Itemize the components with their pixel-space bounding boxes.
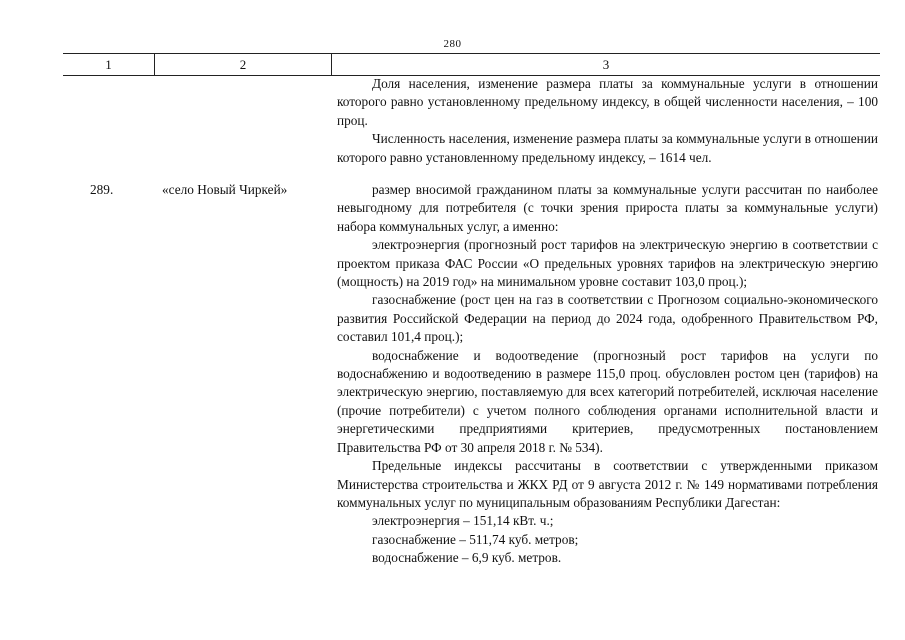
- table-header-col-1: 1: [105, 56, 112, 72]
- page-number: 280: [443, 38, 462, 50]
- gas-paragraph: газоснабжение (рост цен на газ в соответствии с Прогнозом социально-экономического развития Российской Федерации на период до 2024 года, одобренного Правительством РФ, составил 101,4 проц.);: [337, 292, 878, 345]
- norm-water-line: водоснабжение – 6,9 куб. метров.: [372, 550, 562, 566]
- electricity-paragraph: электроэнергия (прогнозный рост тарифов на электрическую энергию в соответствии с проектом приказа ФАС России «О предельных уровнях тарифов на электрическую энергию (мощность) на 2019 год» на минимальном уровне составит 103,0 проц.);: [337, 237, 878, 290]
- norm-gas-line: газоснабжение – 511,74 куб. метров;: [372, 531, 579, 547]
- entry-number: 289.: [90, 182, 114, 197]
- entry-settlement-name: «село Новый Чиркей»: [162, 182, 288, 197]
- table-header-row: [63, 53, 880, 76]
- continuation-text: [337, 75, 878, 167]
- water-paragraph: водоснабжение и водоотведение (прогнозный рост тарифов на услуги по водоснабжению и водоотведению в размере 115,0 проц. обусловлен ростом цен (тарифов) на электрическую энергию, поставляемую для всех категорий потребителей, исключая население (прочие потребители) с учетом полного соблюдения органами исполнительной власти и энергетическими предприятиями критериев, предусмотренных постановлением Правительства РФ от 30 апреля 2018 г. № 534).: [337, 347, 878, 455]
- norm-electricity-line: электроэнергия – 151,14 кВт. ч.;: [372, 513, 554, 529]
- table-header-col-2: 2: [154, 54, 331, 75]
- norms-intro-paragraph: Предельные индексы рассчитаны в соответствии с утвержденными приказом Министерства строительства и ЖКХ РД от 9 августа 2012 г. № 149 нормативами потребления коммунальных услуг по муниципальным образованиям Республики Дагестан:: [337, 458, 878, 510]
- entry-description: [337, 181, 878, 568]
- population-share-paragraph: Доля населения, изменение размера платы за коммунальные услуги в отношении которого равно установленному предельному индексу, в общей численности населения, – 100 проц.: [337, 76, 878, 128]
- intro-paragraph: размер вносимой гражданином платы за коммунальные услуги рассчитан по наиболее невыгодному для потребителя (с точки зрения прироста платы за коммунальные услуги) набора коммунальных услуг, а именно:: [337, 182, 878, 234]
- population-count-paragraph: Численность населения, изменение размера платы за коммунальные услуги в отношении которого равно установленному предельному индексу, – 1614 чел.: [337, 131, 878, 165]
- table-header-col-3: 3: [331, 54, 880, 75]
